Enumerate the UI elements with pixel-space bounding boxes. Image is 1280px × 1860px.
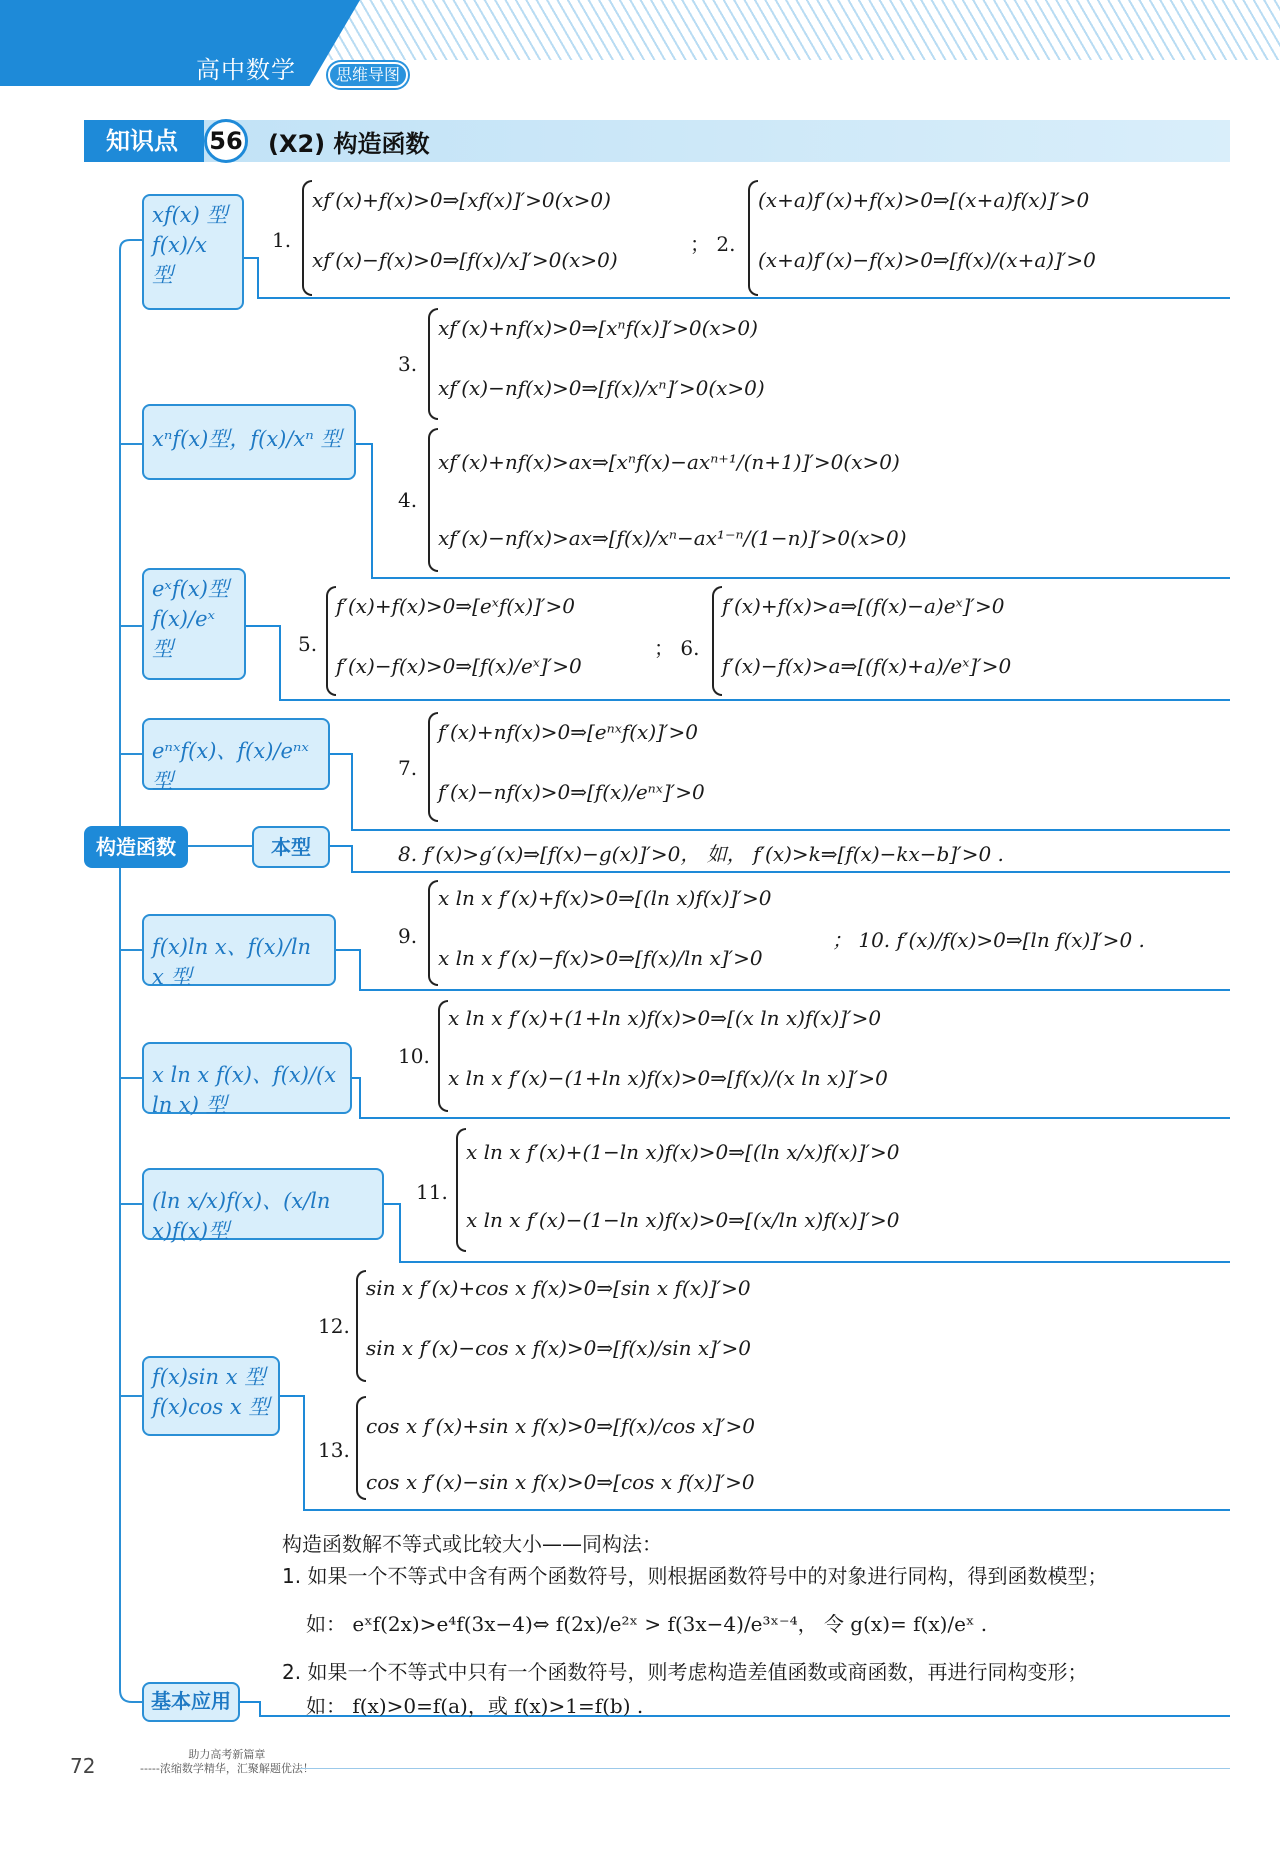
formula-7-brace bbox=[428, 712, 438, 822]
formula-11-number: 11. bbox=[416, 1180, 448, 1204]
formula-4-number: 4. bbox=[398, 488, 418, 512]
formula-10-short: ； 10. f′(x)/f(x)>0⇒[ln f(x)]′>0 . bbox=[832, 928, 1145, 952]
node-ex-type bbox=[142, 568, 246, 680]
application-item-1: 1. 如果一个不等式中含有两个函数符号，则根据函数符号中的对象进行同构，得到函数模型； bbox=[282, 1564, 1108, 1588]
formula-11b: x ln x f′(x)−(1−ln x)f(x)>0⇒[(x/ln x)f(x)]′>0 bbox=[466, 1208, 900, 1232]
formula-5-brace bbox=[326, 586, 336, 696]
node-ex-type-line1: eˣf(x)型 bbox=[152, 577, 229, 601]
formula-2b: (x+a)f′(x)−f(x)>0⇒[f(x)/(x+a)]′>0 bbox=[758, 248, 1096, 272]
formula-5b: f′(x)−f(x)>0⇒[f(x)/eˣ]′>0 bbox=[336, 654, 582, 678]
formula-3-number: 3. bbox=[398, 352, 418, 376]
formula-7a: f′(x)+nf(x)>0⇒[eⁿˣf(x)]′>0 bbox=[438, 720, 698, 744]
section-title: (X2) 构造函数 bbox=[268, 130, 430, 158]
formula-5a: f′(x)+f(x)>0⇒[eˣf(x)]′>0 bbox=[336, 594, 575, 618]
application-item-1-example: 如： eˣf(2x)>e⁴f(3x−4)⇔ f(2x)/e²ˣ > f(3x−4)/e³ˣ⁻⁴， 令 g(x)= f(x)/eˣ . bbox=[306, 1612, 988, 1636]
formula-11-brace bbox=[456, 1128, 466, 1252]
formula-4-brace bbox=[428, 428, 438, 572]
application-item-2: 2. 如果一个不等式中只有一个函数符号，则考虑构造差值函数或商函数，再进行同构变形； bbox=[282, 1660, 1088, 1684]
formula-11a: x ln x f′(x)+(1−ln x)f(x)>0⇒[(ln x/x)f(x)]′>0 bbox=[466, 1140, 900, 1164]
formula-13-number: 13. bbox=[318, 1438, 350, 1462]
footer-slogan-line1: 助力高考新篇章 bbox=[188, 1748, 266, 1761]
formula-10a: x ln x f′(x)+(1+ln x)f(x)>0⇒[(x ln x)f(x)]′>0 bbox=[448, 1006, 882, 1030]
formula-12b: sin x f′(x)−cos x f(x)>0⇒[f(x)/sin x]′>0 bbox=[366, 1336, 751, 1360]
formula-12a: sin x f′(x)+cos x f(x)>0⇒[sin x f(x)]′>0 bbox=[366, 1276, 751, 1300]
formula-10-brace bbox=[438, 1000, 448, 1112]
node-enx-type: eⁿˣf(x)、f(x)/eⁿˣ 型 bbox=[142, 718, 330, 790]
formula-7-number: 7. bbox=[398, 756, 418, 780]
node-xf-type-line1: xf(x) 型 bbox=[152, 203, 228, 227]
formula-10-number: 10. bbox=[398, 1044, 430, 1068]
series-tag: 思维导图 bbox=[328, 62, 408, 88]
formula-10b: x ln x f′(x)−(1+ln x)f(x)>0⇒[f(x)/(x ln x)]′>0 bbox=[448, 1066, 888, 1090]
formula-1a: xf′(x)+f(x)>0⇒[xf(x)]′>0(x>0) bbox=[312, 188, 611, 212]
formula-2-brace bbox=[748, 180, 758, 296]
formula-9b: x ln x f′(x)−f(x)>0⇒[f(x)/ln x]′>0 bbox=[438, 946, 763, 970]
application-heading: 构造函数解不等式或比较大小——同构法： bbox=[282, 1532, 662, 1556]
application-item-2-example: 如： f(x)>0=f(a)，或 f(x)>1=f(b) . bbox=[306, 1694, 644, 1718]
formula-2a: (x+a)f′(x)+f(x)>0⇒[(x+a)f(x)]′>0 bbox=[758, 188, 1090, 212]
formula-9-number: 9. bbox=[398, 924, 418, 948]
formula-3b: xf′(x)−nf(x)>0⇒[f(x)/xⁿ]′>0(x>0) bbox=[438, 376, 765, 400]
formula-3a: xf′(x)+nf(x)>0⇒[xⁿf(x)]′>0(x>0) bbox=[438, 316, 758, 340]
series-title: 高中数学 bbox=[196, 56, 296, 84]
knowledge-point-label: 知识点 bbox=[84, 120, 204, 162]
node-xf-type bbox=[142, 194, 244, 310]
node-xlnx-type: x ln x f(x)、f(x)/(x ln x) 型 bbox=[142, 1042, 352, 1114]
formula-13-brace bbox=[356, 1396, 366, 1500]
formula-3-brace bbox=[428, 308, 438, 420]
node-basic-type bbox=[252, 826, 330, 868]
root-node-construct-function: 构造函数 bbox=[84, 826, 188, 868]
node-basic-application-label: 基本应用 bbox=[151, 1689, 231, 1713]
page-number: 72 bbox=[70, 1754, 96, 1778]
node-lnx-type: f(x)ln x、f(x)/ln x 型 bbox=[142, 914, 336, 986]
node-basic-application bbox=[142, 1682, 240, 1722]
node-basic-type-label: 本型 bbox=[271, 835, 311, 859]
formula-12-brace bbox=[356, 1270, 366, 1382]
formula-1b: xf′(x)−f(x)>0⇒[f(x)/x]′>0(x>0) bbox=[312, 248, 618, 272]
node-lnx-over-x-type: (ln x/x)f(x)、(x/ln x)f(x)型 bbox=[142, 1168, 384, 1240]
formula-6-brace bbox=[712, 586, 722, 696]
formula-7b: f′(x)−nf(x)>0⇒[f(x)/eⁿˣ]′>0 bbox=[438, 780, 705, 804]
formula-1-brace bbox=[302, 180, 312, 296]
formula-4a: xf′(x)+nf(x)>ax⇒[xⁿf(x)−axⁿ⁺¹/(n+1)]′>0(x>0) bbox=[438, 450, 900, 474]
formula-5-number: 5. bbox=[298, 632, 318, 656]
formula-9-brace bbox=[428, 880, 438, 986]
node-sin-type-line: f(x)sin x 型 bbox=[152, 1365, 266, 1389]
formula-9a: x ln x f′(x)+f(x)>0⇒[(ln x)f(x)]′>0 bbox=[438, 886, 772, 910]
footer-slogan bbox=[140, 1748, 314, 1776]
node-sin-cos-type bbox=[142, 1356, 280, 1436]
footer-slogan-line2: -----浓缩数学精华，汇聚解题优法！ bbox=[140, 1762, 314, 1775]
formula-8: 8. f′(x)>g′(x)⇒[f(x)−g(x)]′>0， 如， f′(x)>k⇒[f(x)−kx−b]′>0 . bbox=[398, 842, 1004, 866]
formula-13a: cos x f′(x)+sin x f(x)>0⇒[f(x)/cos x]′>0 bbox=[366, 1414, 755, 1438]
node-xf-type-line2: f(x)/x 型 bbox=[152, 233, 207, 287]
footer-divider bbox=[300, 1768, 1230, 1769]
formula-2-number: ； 2. bbox=[690, 232, 736, 256]
formula-6-number: ； 6. bbox=[654, 636, 700, 660]
formula-1-number: 1. bbox=[272, 228, 292, 252]
node-ex-type-line2: f(x)/eˣ 型 bbox=[152, 607, 215, 661]
formula-4b: xf′(x)−nf(x)>ax⇒[f(x)/xⁿ−ax¹⁻ⁿ/(1−n)]′>0(x>0) bbox=[438, 526, 907, 550]
formula-6b: f′(x)−f(x)>a⇒[(f(x)+a)/eˣ]′>0 bbox=[722, 654, 1012, 678]
node-xn-type: xⁿf(x)型，f(x)/xⁿ 型 bbox=[142, 404, 356, 480]
node-cos-type-line: f(x)cos x 型 bbox=[152, 1395, 270, 1419]
formula-13b: cos x f′(x)−sin x f(x)>0⇒[cos x f(x)]′>0 bbox=[366, 1470, 755, 1494]
formula-12-number: 12. bbox=[318, 1314, 350, 1338]
formula-6a: f′(x)+f(x)>a⇒[(f(x)−a)eˣ]′>0 bbox=[722, 594, 1005, 618]
knowledge-point-number: 56 bbox=[204, 119, 248, 163]
